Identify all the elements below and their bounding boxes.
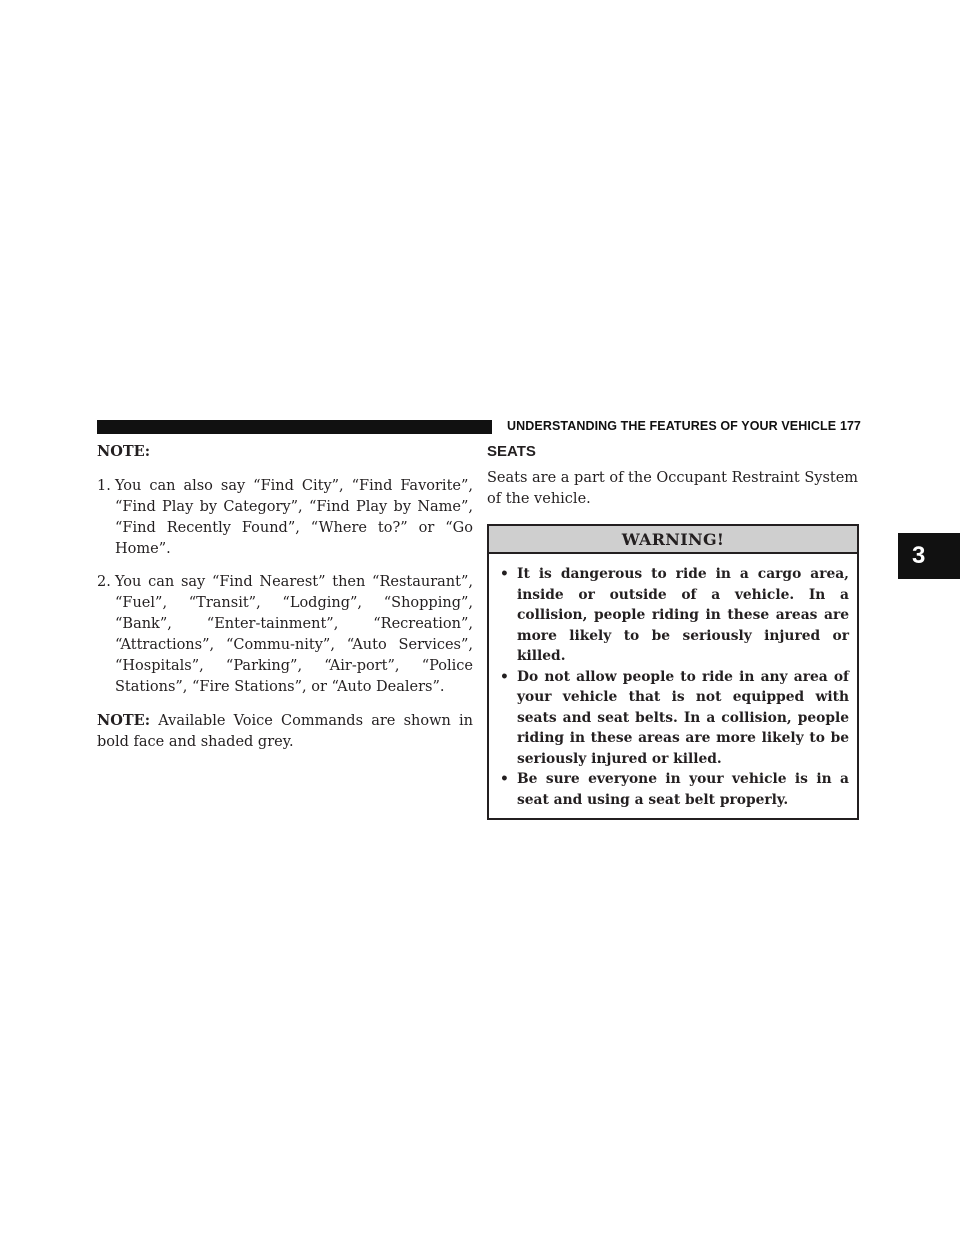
list-item-number: 2.	[97, 574, 111, 590]
header-bar	[97, 420, 492, 434]
note-label: NOTE:	[97, 712, 151, 729]
warning-item-text: Be sure everyone in your vehicle is in a seat and using a seat belt properly.	[517, 771, 849, 808]
note-list	[97, 476, 473, 698]
warning-item	[497, 769, 849, 810]
warning-item-text: Do not allow people to ride in any area of your vehicle that is not equipped with seats and seat belts. In a collision, people riding in these areas are more likely to be seriously injured or killed.	[517, 668, 849, 767]
list-item	[97, 572, 473, 698]
warning-list	[489, 554, 857, 818]
voice-commands-note	[97, 710, 473, 753]
list-item-number: 1.	[97, 478, 111, 494]
list-item-text: You can say “Find Nearest” then “Restaurant”, “Fuel”, “Transit”, “Lodging”, “Shopping”, “Bank”, “Enter-tainment”, “Recreation”, “Attractions”, “Commu-nity”, “Auto Services”, “Hospitals”, “Parking”, “Air-port”, “Police Stations”, “Fire Stations”, or “Auto Dealers”.	[115, 574, 473, 695]
warning-item-text: It is dangerous to ride in a cargo area, inside or outside of a vehicle. In a collision, people riding in these areas are more likely to be seriously injured or killed.	[517, 566, 849, 664]
warning-item	[497, 667, 849, 770]
page-number: 177	[840, 419, 861, 433]
bullet-icon: •	[500, 771, 509, 787]
warning-box	[487, 524, 859, 820]
bullet-icon: •	[500, 566, 509, 582]
list-item	[97, 476, 473, 560]
running-header-title: UNDERSTANDING THE FEATURES OF YOUR VEHICLE	[507, 419, 837, 433]
note-title: NOTE:	[97, 443, 151, 460]
list-item-text: You can also say “Find City”, “Find Favorite”, “Find Play by Category”, “Find Play by Name”, “Find Recently Found”, “Where to?” or “Go Home”.	[115, 478, 473, 557]
warning-item	[497, 564, 849, 667]
bullet-icon: •	[500, 668, 509, 685]
right-column	[487, 443, 863, 820]
section-title: SEATS	[487, 443, 536, 460]
left-column	[97, 443, 473, 753]
section-intro: Seats are a part of the Occupant Restraint System of the vehicle.	[487, 470, 859, 507]
chapter-tab: 3	[898, 533, 960, 579]
note-text: Available Voice Commands are shown in bold face and shaded grey.	[97, 713, 473, 750]
warning-title: WARNING!	[489, 526, 857, 554]
